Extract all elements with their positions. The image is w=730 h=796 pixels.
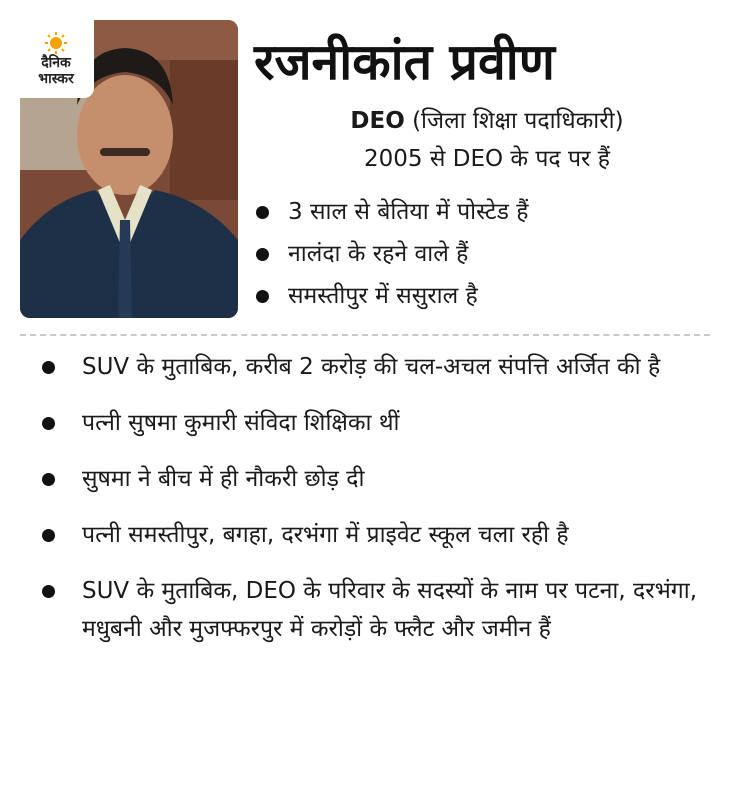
bullet-icon <box>42 529 55 542</box>
list-item-text: सुषमा ने बीच में ही नौकरी छोड़ दी <box>82 466 365 492</box>
list-item-text: SUV के मुताबिक, DEO के परिवार के सदस्यों के नाम पर पटना, दरभंगा, मधुबनी और मुजफ्फरपुर में करोड़ों के फ्लैट और जमीन हैं <box>82 578 698 642</box>
profile-points <box>254 196 720 322</box>
sun-icon <box>45 32 67 54</box>
brand-name-line2: भास्कर <box>38 70 74 87</box>
list-item <box>254 196 720 238</box>
list-item-text: पत्नी सुषमा कुमारी संविदा शिक्षिका थीं <box>82 410 400 436</box>
list-item-text: समस्तीपुर में ससुराल है <box>288 283 478 309</box>
list-item <box>254 280 720 322</box>
person-name: रजनीकांत प्रवीण <box>254 33 555 91</box>
list-item <box>42 516 702 554</box>
designation-full: (जिला शिक्षा पदाधिकारी) <box>404 108 624 134</box>
brand-name-line1: दैनिक <box>41 54 71 71</box>
bullet-icon <box>42 417 55 430</box>
designation <box>254 104 720 138</box>
service-since: 2005 से DEO के पद पर हैं <box>364 146 610 172</box>
list-item-text: पत्नी समस्तीपुर, बगहा, दरभंगा में प्राइवेट स्कूल चला रही है <box>82 522 569 548</box>
list-item-text: SUV के मुताबिक, करीब 2 करोड़ की चल-अचल संपत्ति अर्जित की है <box>82 354 661 380</box>
list-item <box>254 238 720 280</box>
bullet-icon <box>42 585 55 598</box>
bullet-icon <box>42 361 55 374</box>
allegation-points <box>42 348 702 648</box>
list-item <box>42 460 702 498</box>
brand-logo <box>18 20 94 98</box>
designation-abbr: DEO <box>350 108 405 134</box>
list-item-text: 3 साल से बेतिया में पोस्टेड हैं <box>288 199 529 225</box>
list-item <box>42 572 702 648</box>
bullet-icon <box>256 290 269 303</box>
list-item <box>42 404 702 442</box>
dashed-divider <box>20 334 710 336</box>
list-item <box>42 348 702 386</box>
bullet-icon <box>256 248 269 261</box>
list-item-text: नालंदा के रहने वाले हैं <box>288 241 469 267</box>
bullet-icon <box>42 473 55 486</box>
bullet-icon <box>256 206 269 219</box>
